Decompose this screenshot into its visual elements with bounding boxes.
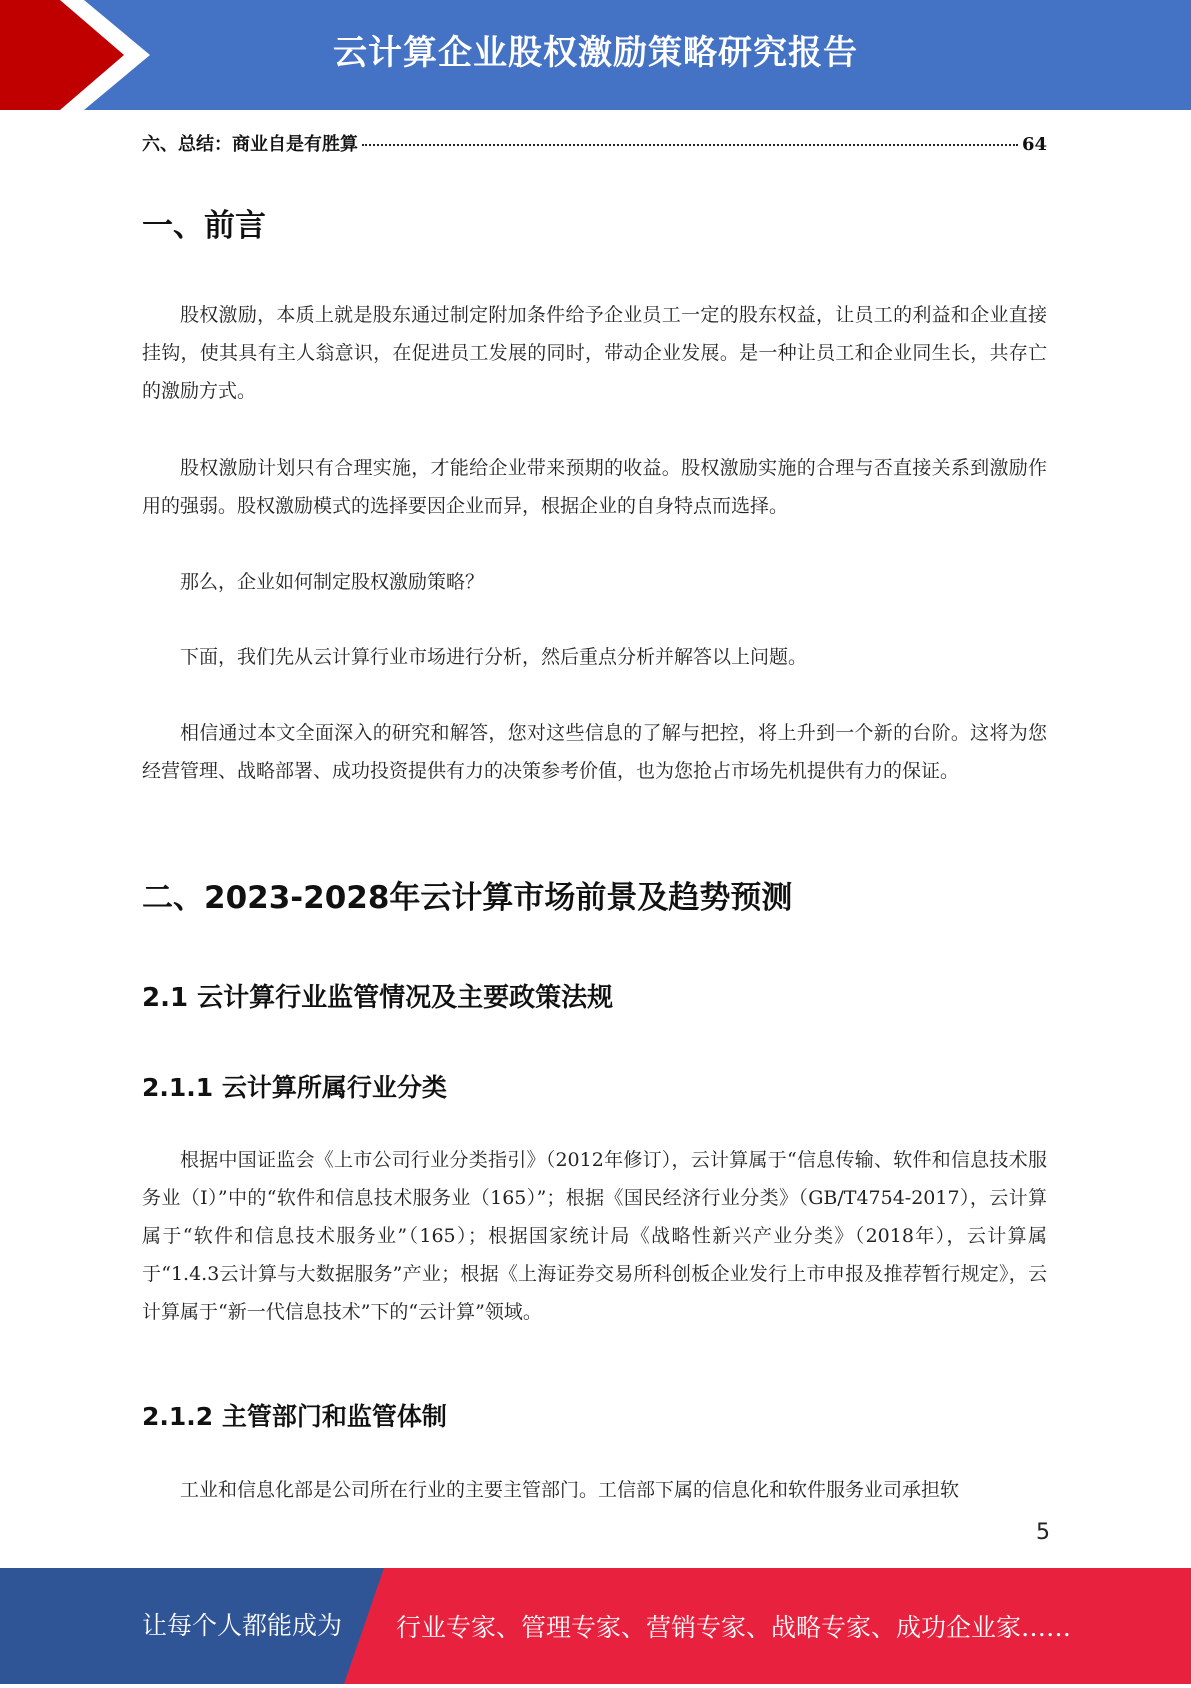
paragraph-industry-classification: 根据中国证监会《上市公司行业分类指引》（2012年修订），云计算属于“信息传输、软件和信息技术服务业（I）”中的“软件和信息技术服务业（165）”；根据《国民经济行业分类》（GB/T4754-2017），云计算属于“软件和信息技术服务业”（165）；根据国家统计局《战略性新兴产业分类》（2018年），云计算属于“1.4.3云计算与大数据服务”产业；根据《上海证券交易所科创板企业发行上市申报及推荐暂行规定》，云计算属于“新一代信息技术”下的“云计算”领域。 bbox=[142, 1149, 1047, 1323]
report-title: 云计算企业股权激励策略研究报告 bbox=[333, 33, 858, 73]
paragraph-preface-4: 下面，我们先从云计算行业市场进行分析，然后重点分析并解答以上问题。 bbox=[180, 646, 808, 668]
heading-2-1: 2.1 云计算行业监管情况及主要政策法规 bbox=[142, 983, 614, 1013]
footer-slogan-right: 行业专家、管理专家、营销专家、战略专家、成功企业家…… bbox=[396, 1613, 1072, 1642]
heading-market: 二、2023-2028年云计算市场前景及趋势预测 bbox=[142, 880, 793, 916]
heading-preface: 一、前言 bbox=[142, 208, 266, 244]
toc-dot-leader bbox=[362, 144, 1018, 146]
footer-slogan-left: 让每个人都能成为 bbox=[142, 1611, 343, 1640]
paragraph-preface-1: 股权激励，本质上就是股东通过制定附加条件给予企业员工一定的股东权益，让员工的利益和企业直接挂钩，使其具有主人翁意识，在促进员工发展的同时，带动企业发展。是一种让员工和企业同生长，共存亡的激励方式。 bbox=[142, 304, 1047, 402]
heading-2-1-1: 2.1.1 云计算所属行业分类 bbox=[142, 1073, 447, 1102]
paragraph-preface-2: 股权激励计划只有合理实施，才能给企业带来预期的收益。股权激励实施的合理与否直接关系到激励作用的强弱。股权激励模式的选择要因企业而异，根据企业的自身特点而选择。 bbox=[142, 457, 1047, 517]
toc-entry-label: 六、总结：商业自是有胜算 bbox=[142, 134, 358, 155]
paragraph-regulation: 工业和信息化部是公司所在行业的主要主管部门。工信部下属的信息化和软件服务业司承担软 bbox=[180, 1479, 960, 1501]
toc-entry[interactable] bbox=[142, 130, 1047, 156]
heading-2-1-2: 2.1.2 主管部门和监管体制 bbox=[142, 1402, 447, 1431]
paragraph-preface-5: 相信通过本文全面深入的研究和解答，您对这些信息的了解与把控，将上升到一个新的台阶。这将为您经营管理、战略部署、成功投资提供有力的决策参考价值，也为您抢占市场先机提供有力的保证。 bbox=[142, 722, 1047, 782]
paragraph-preface-3: 那么，企业如何制定股权激励策略？ bbox=[180, 571, 485, 593]
toc-entry-page: 64 bbox=[1021, 134, 1047, 155]
page-number: 5 bbox=[1036, 1520, 1050, 1545]
footer-banner bbox=[0, 1568, 1191, 1684]
header-banner bbox=[0, 0, 1191, 110]
